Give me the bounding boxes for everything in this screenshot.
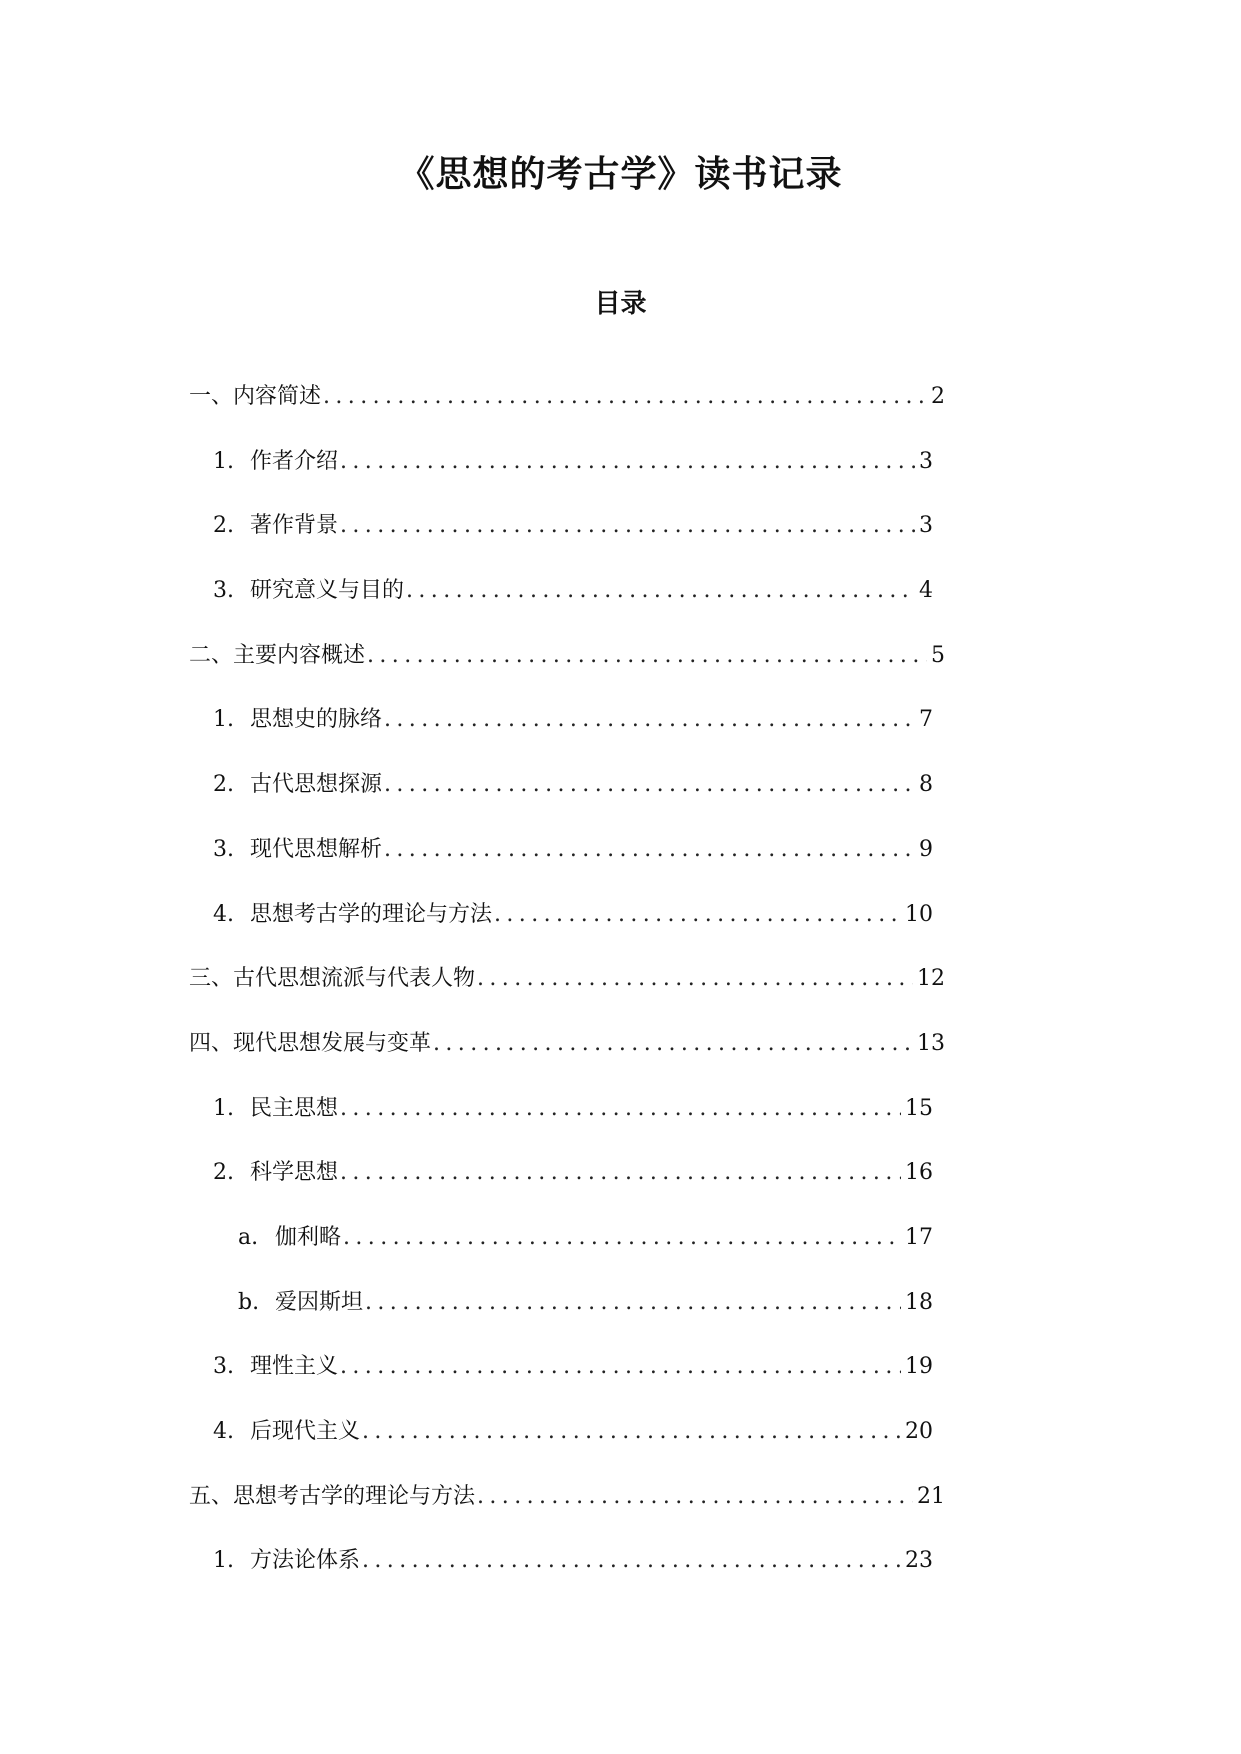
toc-entry-number: 1. bbox=[213, 1548, 234, 1574]
toc-entry[interactable] bbox=[0, 1288, 1241, 1353]
toc-entry-line bbox=[238, 1288, 933, 1318]
toc-entry-line bbox=[213, 511, 933, 541]
toc-entry-page-number: 2 bbox=[931, 384, 945, 409]
toc-entry[interactable] bbox=[0, 1546, 1241, 1611]
toc-entry-line bbox=[213, 900, 933, 930]
toc-entry-page-number: 17 bbox=[905, 1224, 933, 1250]
toc-entry-label: 理性主义 bbox=[250, 1354, 339, 1380]
dot-leader bbox=[367, 641, 927, 671]
toc-entry-page-number: 13 bbox=[917, 1030, 945, 1056]
toc-entry-line bbox=[213, 1352, 933, 1382]
toc-entry-number: 1. bbox=[213, 707, 234, 733]
toc-entry[interactable] bbox=[0, 1352, 1241, 1417]
toc-entry-label: 思想史的脉络 bbox=[250, 707, 383, 733]
toc-entry-label: 二、主要内容概述 bbox=[189, 642, 366, 668]
toc-entry-page-number: 10 bbox=[905, 901, 933, 927]
toc-entry-number: 2. bbox=[213, 513, 234, 539]
dot-leader bbox=[340, 1158, 901, 1188]
dot-leader bbox=[433, 1029, 913, 1059]
toc-entry-line bbox=[213, 447, 933, 477]
toc-entry-page-number: 5 bbox=[931, 642, 945, 668]
toc-entry[interactable] bbox=[0, 1223, 1241, 1288]
toc-entry-number: 2. bbox=[213, 1160, 234, 1186]
toc-entry-page-number: 19 bbox=[905, 1354, 933, 1380]
dot-leader bbox=[365, 1288, 901, 1318]
toc-entry-label: 研究意义与目的 bbox=[250, 578, 405, 604]
toc-entry[interactable] bbox=[0, 447, 1241, 512]
toc-entry-line bbox=[189, 1482, 945, 1512]
dot-leader bbox=[343, 1223, 901, 1253]
toc-entry[interactable] bbox=[0, 705, 1241, 770]
dot-leader bbox=[362, 1546, 901, 1576]
toc-entry[interactable] bbox=[0, 770, 1241, 835]
dot-leader bbox=[384, 705, 915, 735]
toc-entry-label: 科学思想 bbox=[250, 1160, 339, 1186]
toc-entry-page-number: 8 bbox=[919, 772, 933, 798]
toc-entry-line bbox=[213, 1546, 933, 1576]
toc-entry[interactable] bbox=[0, 1094, 1241, 1159]
toc-entry-label: 后现代主义 bbox=[250, 1419, 361, 1444]
toc-entry-label: 四、现代思想发展与变革 bbox=[189, 1030, 432, 1056]
toc-entry-label: 伽利略 bbox=[275, 1224, 342, 1250]
toc-entry[interactable] bbox=[0, 1029, 1241, 1094]
toc-entry-page-number: 18 bbox=[905, 1289, 933, 1315]
toc-entry-line bbox=[213, 835, 933, 865]
dot-leader bbox=[477, 1482, 913, 1512]
dot-leader bbox=[384, 835, 915, 865]
toc-entry[interactable] bbox=[0, 900, 1241, 965]
dot-leader bbox=[323, 382, 927, 412]
dot-leader bbox=[340, 1094, 901, 1124]
toc-entry-number: 4. bbox=[213, 1419, 234, 1444]
toc-entry-page-number: 21 bbox=[917, 1483, 945, 1509]
toc-entry-number: 1. bbox=[213, 448, 234, 474]
toc-entry-number: a. bbox=[238, 1224, 259, 1250]
dot-leader bbox=[340, 1352, 901, 1382]
toc-entry-page-number: 3 bbox=[919, 513, 933, 539]
toc-entry-label: 爱因斯坦 bbox=[275, 1289, 364, 1315]
toc-entry-page-number: 12 bbox=[917, 966, 945, 992]
toc-entry-line bbox=[213, 576, 933, 606]
toc-entry[interactable] bbox=[0, 511, 1241, 576]
dot-leader bbox=[340, 447, 915, 477]
toc-entry-label: 古代思想探源 bbox=[250, 772, 383, 798]
toc-entry-label: 方法论体系 bbox=[250, 1548, 361, 1574]
dot-leader bbox=[340, 511, 915, 541]
toc-entry-line bbox=[189, 1029, 945, 1059]
toc-entry-page-number: 16 bbox=[905, 1160, 933, 1186]
toc-entry-label: 著作背景 bbox=[250, 513, 339, 539]
dot-leader bbox=[477, 964, 913, 994]
toc-entry-line bbox=[213, 770, 933, 800]
toc-entry[interactable] bbox=[0, 641, 1241, 706]
dot-leader bbox=[494, 900, 901, 930]
toc-entry-line bbox=[189, 641, 945, 671]
dot-leader bbox=[406, 576, 915, 606]
toc-entry-page-number: 4 bbox=[919, 578, 933, 604]
toc-entry-line bbox=[213, 705, 933, 735]
toc-entry-number: 2. bbox=[213, 772, 234, 798]
document-title: 《思想的考古学》读书记录 bbox=[398, 154, 843, 195]
toc-entry-number: 1. bbox=[213, 1095, 234, 1121]
toc-entry-number: 3. bbox=[213, 836, 234, 862]
dot-leader bbox=[362, 1417, 901, 1447]
toc-entry-line bbox=[213, 1158, 933, 1188]
table-of-contents bbox=[0, 382, 1241, 1611]
toc-entry-page-number: 3 bbox=[919, 448, 933, 474]
toc-entry[interactable] bbox=[0, 576, 1241, 641]
toc-entry[interactable] bbox=[0, 1417, 1241, 1482]
toc-entry-line bbox=[189, 382, 945, 412]
toc-entry[interactable] bbox=[0, 1482, 1241, 1547]
toc-entry-page-number: 9 bbox=[919, 836, 933, 862]
toc-entry-label: 三、古代思想流派与代表人物 bbox=[189, 966, 476, 992]
toc-entry-label: 五、思想考古学的理论与方法 bbox=[189, 1483, 476, 1509]
toc-entry-label: 现代思想解析 bbox=[250, 836, 383, 862]
toc-entry-line bbox=[238, 1223, 933, 1253]
toc-entry[interactable] bbox=[0, 382, 1241, 447]
toc-entry-page-number: 15 bbox=[905, 1095, 933, 1121]
dot-leader bbox=[384, 770, 915, 800]
toc-entry-number: 3. bbox=[213, 1354, 234, 1380]
toc-entry-label: 作者介绍 bbox=[250, 448, 339, 474]
toc-entry-line bbox=[189, 964, 945, 994]
toc-entry-page-number: 7 bbox=[919, 707, 933, 733]
toc-entry-line bbox=[213, 1417, 933, 1447]
toc-entry-number: b. bbox=[238, 1289, 260, 1315]
toc-entry-page-number: 23 bbox=[905, 1548, 933, 1574]
toc-entry[interactable] bbox=[0, 835, 1241, 900]
toc-entry-line bbox=[213, 1094, 933, 1124]
toc-entry[interactable] bbox=[0, 1158, 1241, 1223]
toc-entry-label: 思想考古学的理论与方法 bbox=[250, 901, 493, 927]
toc-entry-label: 一、内容简述 bbox=[189, 384, 322, 409]
toc-entry-number: 4. bbox=[213, 901, 234, 927]
toc-heading: 目录 bbox=[594, 289, 647, 319]
toc-entry-label: 民主思想 bbox=[250, 1095, 339, 1121]
toc-entry-number: 3. bbox=[213, 578, 234, 604]
toc-entry[interactable] bbox=[0, 964, 1241, 1029]
toc-entry-page-number: 20 bbox=[905, 1419, 933, 1444]
